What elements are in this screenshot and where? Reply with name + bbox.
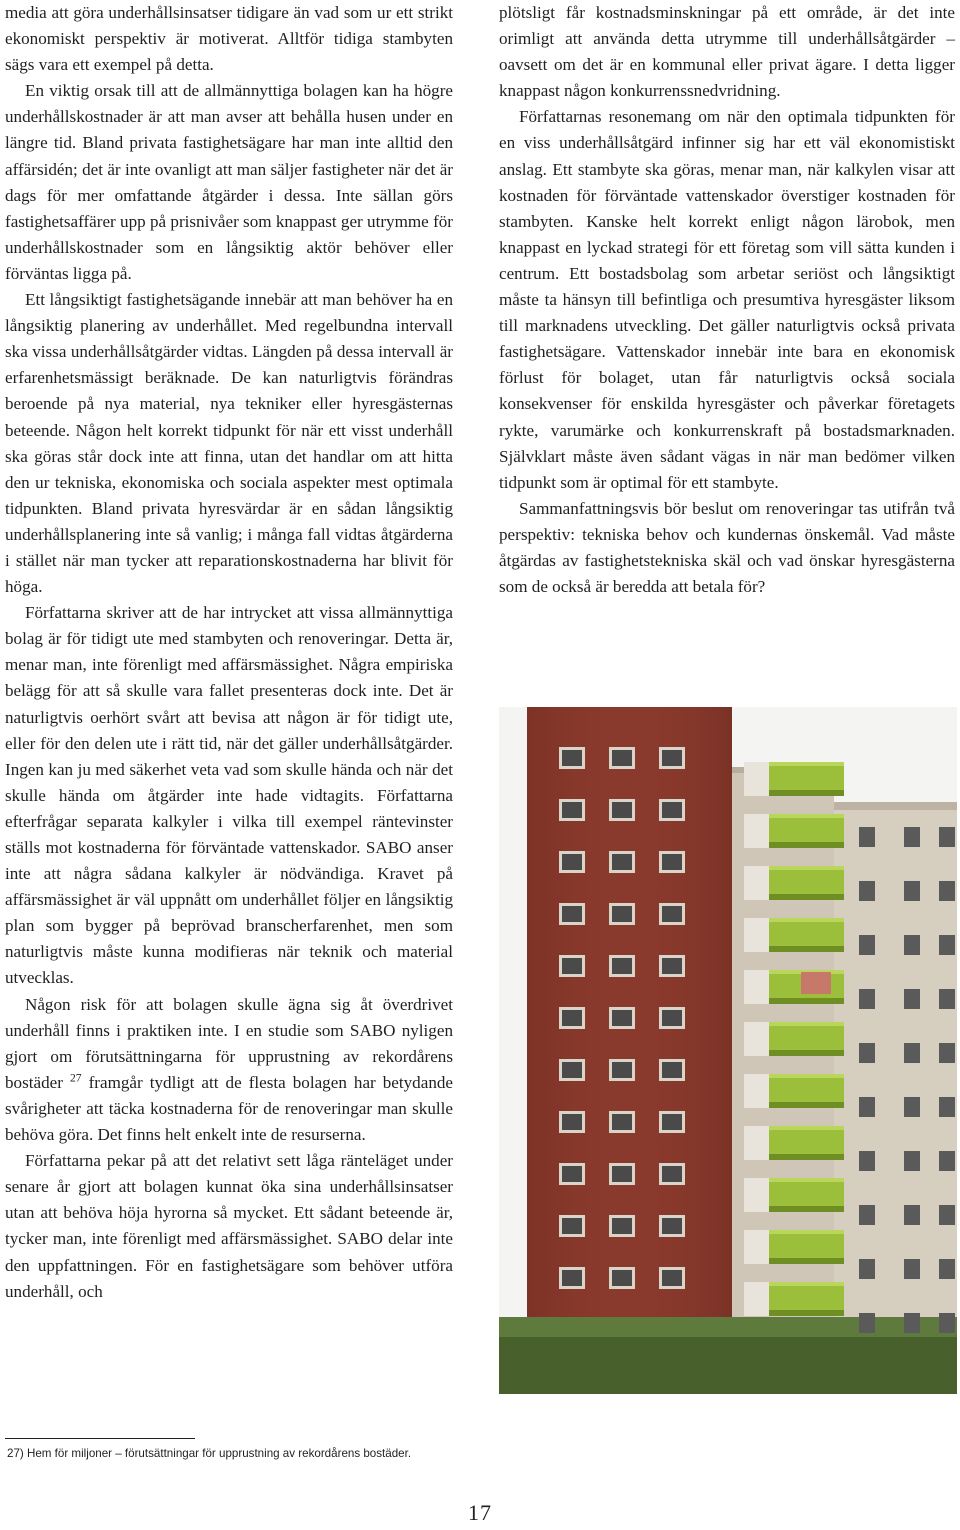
footnote: 27) Hem för miljoner – förutsättningar för upprustning av rekordårens bostäder. — [7, 1447, 412, 1460]
paragraph-text: Någon risk för att bolagen skulle ägna sig åt överdrivet underhåll finns i praktiken inte. I en studie som SABO nyligen gjort om förutsättningarna för upprustning av rekordårens bostäder — [5, 994, 453, 1092]
left-text-column — [5, 0, 453, 1305]
paragraph: En viktig orsak till att de allmännyttiga bolagen kan ha högre underhållskostnader är att man avser att behålla husen under en längre tid. Bland privata fastighetsägare har man inte alltid den affärsidén; det är inte ovanligt att man säljer fastigheter när det är dags för mer omfattande åtgärder i dessa. Inte sällan görs fastighetsaffärer upp på prisnivåer som knappast ger utrymme för underhållskostnader som en långsiktig aktör behöver eller förväntas ligga på. — [5, 81, 453, 283]
footnote-rule — [5, 1438, 195, 1439]
paragraph: plötsligt får kostnadsminskningar på ett område, är det inte orimligt att använda detta utrymme till underhållsåtgärder – oavsett om det är en kommunal eller privat ägare. I detta ligger knappast någon konkurrenssnedvridning. — [499, 3, 955, 101]
paragraph — [5, 992, 453, 1149]
paragraph: Författarnas resonemang om när den optimala tidpunkten för en viss underhållsåtgärd infinner sig har ett väl ekonomistiskt anslag. Ett stambyte ska göras, menar man, när kalkylen visar att kostnaden för förväntade vattenskador överstiger kostnaden för stambyten. Kanske helt korrekt enligt någon lärobok, men knappast en lyckad strategi för ett företag som vill sätta kunden i centrum. Ett bostadsbolag som arbetar seriöst och långsiktigt måste ta hänsyn till befintliga och presumtiva hyresgäster liksom till marknadens utveckling. Det gäller naturligtvis också privata fastighetsägare. Vattenskador innebär inte bara en ekonomisk förlust för bolaget, utan får naturligtvis också sociala konsekvenser för enskilda hyresgäster och påverkar företagets rykte, varumärke och konkurrenskraft på bostadsmarknaden. Självklart måste även sådant vägas in när man bedömer vilken tidpunkt som är optimal för ett stambyte. — [499, 107, 955, 492]
paragraph-text: framgår tydligt att de flesta bolagen har betydande svårigheter att täcka kostnaderna för de renoveringar man skulle behöva göra. Det finns helt enkelt inte de resurserna. — [5, 1072, 453, 1145]
paragraph: Ett långsiktigt fastighetsägande innebär att man behöver ha en långsiktig planering av underhållet. Med regelbundna intervall ska vissa underhållsåtgärder vidtas. Längden på dessa intervall är erfarenhetsmässigt beräknade. De kan naturligtvis förändras beroende på nya material, nya tekniker eller hyresgästernas beteende. Någon helt korrekt tidpunkt för när ett visst underhåll ska göras står dock inte att finna, utan det handlar om att hitta den ur tekniska, ekonomiska och sociala aspekter mest optimala tidpunkten. Bland privata hyresvärdar är en sådan långsiktig underhållsplanering inte så vanlig; i många fall vidtas åtgärderna i stället när man tycker att reparationskostnaderna har blivit för höga. — [5, 290, 453, 597]
paragraph: media att göra underhållsinsatser tidigare än vad som ur ett strikt ekonomiskt perspektiv är motiverat. Alltför tidiga stambyten sägs vara ett exempel på detta. — [5, 3, 453, 75]
apartment-building-photo — [499, 707, 957, 1394]
page-number: 17 — [468, 1500, 492, 1525]
paragraph: Författarna pekar på att det relativt sett låga ränteläget under senare år gjort att bolagen kunnat öka sina underhållsinsatser utan att behöva höja hyrorna så mycket. Ett sådant beteende är, tycker man, inte förenligt med affärsmässighet. SABO delar inte den uppfattningen. För en fastighetsägare som behöver utföra underhåll, och — [5, 1151, 453, 1301]
footnote-reference: 27 — [69, 1071, 82, 1085]
paragraph: Sammanfattningsvis bör beslut om renoveringar tas utifrån två perspektiv: tekniska behov och kundernas önskemål. Vad måste åtgärdas av fastighetstekniska skäl och vad önskar hyresgästerna som de också är beredda att betala för? — [499, 498, 955, 597]
paragraph: Författarna skriver att de har intrycket att vissa allmännyttiga bolag är för tidigt ute med stambyten och renoveringar. Detta är, menar man, inte förenligt med affärsmässighet. Några empiriska belägg för att så skulle vara fallet presenteras dock inte. Det är naturligtvis oerhört svårt att bevisa att någon är för tidigt ute, eller för den delen ute i rätt tid, när det gäller underhållsåtgärder. Ingen kan ju med säkerhet veta vad som skulle hända och när det skulle hända om åtgärder inte hade vidtagits. Författarna efterfrågar separata kalkyler i vilka till exempel räntevinster ställs mot kostnaderna för förväntade vattenskador. SABO anser inte att några sådana kalkyler är nödvändiga. Kravet på affärsmässighet är väl uppnått om underhållet följer en långsiktig plan som bygger på beprövad branscherfarenhet, men som naturligtvis måste kunna modifieras när teknik och material utvecklas. — [5, 603, 453, 988]
right-text-column — [499, 0, 955, 600]
